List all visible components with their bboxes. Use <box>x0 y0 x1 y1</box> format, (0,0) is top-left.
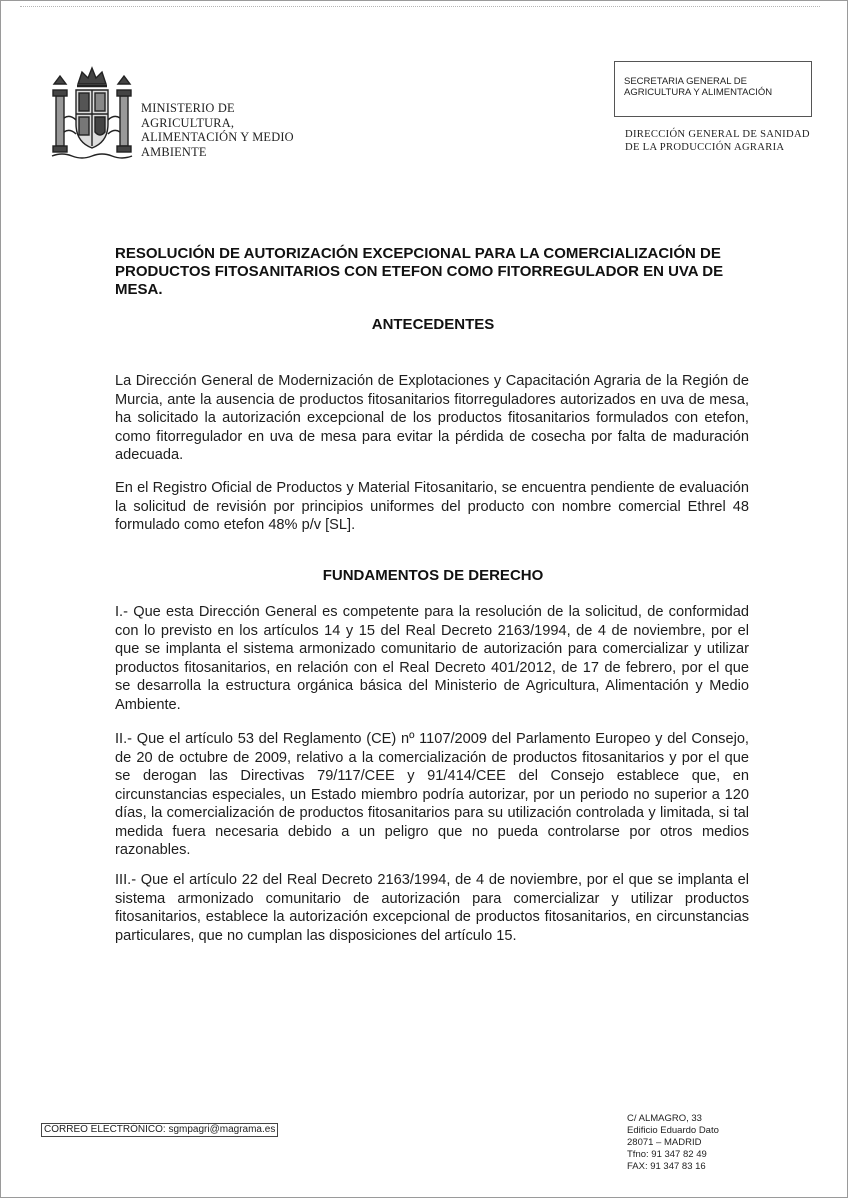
footer-email: CORREO ELECTRÓNICO: sgmpagri@magrama.es <box>41 1123 278 1137</box>
document-title: RESOLUCIÓN DE AUTORIZACIÓN EXCEPCIONAL PARA LA COMERCIALIZACIÓN DE PRODUCTOS FITOSANITARIOS CON ETEFON COMO FITORREGULADOR EN UVA DE MESA. <box>115 245 724 298</box>
ministry-line: AGRICULTURA, <box>141 115 235 130</box>
fundamentos-paragraph-3: III.- Que el artículo 22 del Real Decreto 2163/1994, de 4 de noviembre, por el que se implanta el sistema armonizado comunitario de autorización para comercializar y utilizar productos fitosanitarios, establece la autorización excepcional de productos fitosanitarios, en circunstancias particulares, que no cumplan las disposiciones del artículo 15. <box>115 872 749 944</box>
antecedentes-paragraph-1: La Dirección General de Modernización de Explotaciones y Capacitación Agraria de la Región de Murcia, ante la ausencia de productos fitosanitarios fitorreguladores autorizados en uva de mesa, ha solicitado la autorización excepcional de los productos fitosanitarios formulados con etefon, como fitorregulador en uva de mesa para evitar la pérdida de cosecha por falta de maduración adecuada. <box>115 373 749 463</box>
fundamentos-heading: FUNDAMENTOS DE DERECHO <box>322 567 544 584</box>
scan-artifact-line <box>20 6 820 7</box>
secretaria-line: AGRICULTURA Y ALIMENTACIÓN <box>624 87 773 98</box>
fundamentos-paragraph-1: I.- Que esta Dirección General es competente para la resolución de la solicitud, de conformidad con lo previsto en los artículos 14 y 15 del Real Decreto 2163/1994, de 4 de noviembre, por el que se implanta el sistema armonizado comunitario de autorización para comercializar y utilizar productos fitosanitarios, en relación con el Real Decreto 401/2012, de 17 de febrero, por el que se desarrolla la estructura orgánica básica del Ministerio de Agricultura, Alimentación y Medio Ambiente. <box>115 604 749 713</box>
ministry-line: MINISTERIO DE <box>141 101 235 115</box>
ministry-name <box>141 101 294 159</box>
ministry-line: AMBIENTE <box>141 144 207 159</box>
address-line: 28071 – MADRID <box>627 1137 702 1148</box>
antecedentes-heading: ANTECEDENTES <box>371 316 495 333</box>
secretaria-box <box>614 61 812 117</box>
ministry-line: ALIMENTACIÓN Y MEDIO <box>141 130 294 144</box>
direccion-line: DE LA PRODUCCIÓN AGRARIA <box>625 142 785 153</box>
address-line: Tfno: 91 347 82 49 <box>627 1149 707 1160</box>
direccion-general <box>625 128 810 154</box>
fundamentos-paragraph-2: II.- Que el artículo 53 del Reglamento (CE) nº 1107/2009 del Parlamento Europeo y del Consejo, de 20 de octubre de 2009, relativo a la comercialización de productos fitosanitarios y por el que se derogan las Directivas 79/117/CEE y 91/414/CEE del Consejo establece que, en circunstancias especiales, un Estado miembro podría autorizar, por un periodo no superior a 120 días, la comercialización de productos fitosanitarios para su utilización controlada y limitada, si tal medida fuera necesaria debido a un peligro que no pueda controlarse por otros medios razonables. <box>115 731 749 858</box>
address-line: C/ ALMAGRO, 33 <box>627 1113 702 1124</box>
secretaria-line: SECRETARIA GENERAL DE <box>624 76 748 87</box>
antecedentes-paragraph-2: En el Registro Oficial de Productos y Material Fitosanitario, se encuentra pendiente de evaluación la solicitud de revisión por principios uniformes del producto con nombre comercial Ethrel 48 formulado como etefon 48% p/v [SL]. <box>115 480 749 533</box>
direccion-line: DIRECCIÓN GENERAL DE SANIDAD <box>625 129 810 140</box>
coat-of-arms-icon <box>48 62 136 162</box>
footer-address <box>627 1113 719 1173</box>
address-line: Edificio Eduardo Dato <box>627 1125 719 1136</box>
address-line: FAX: 91 347 83 16 <box>627 1161 706 1172</box>
